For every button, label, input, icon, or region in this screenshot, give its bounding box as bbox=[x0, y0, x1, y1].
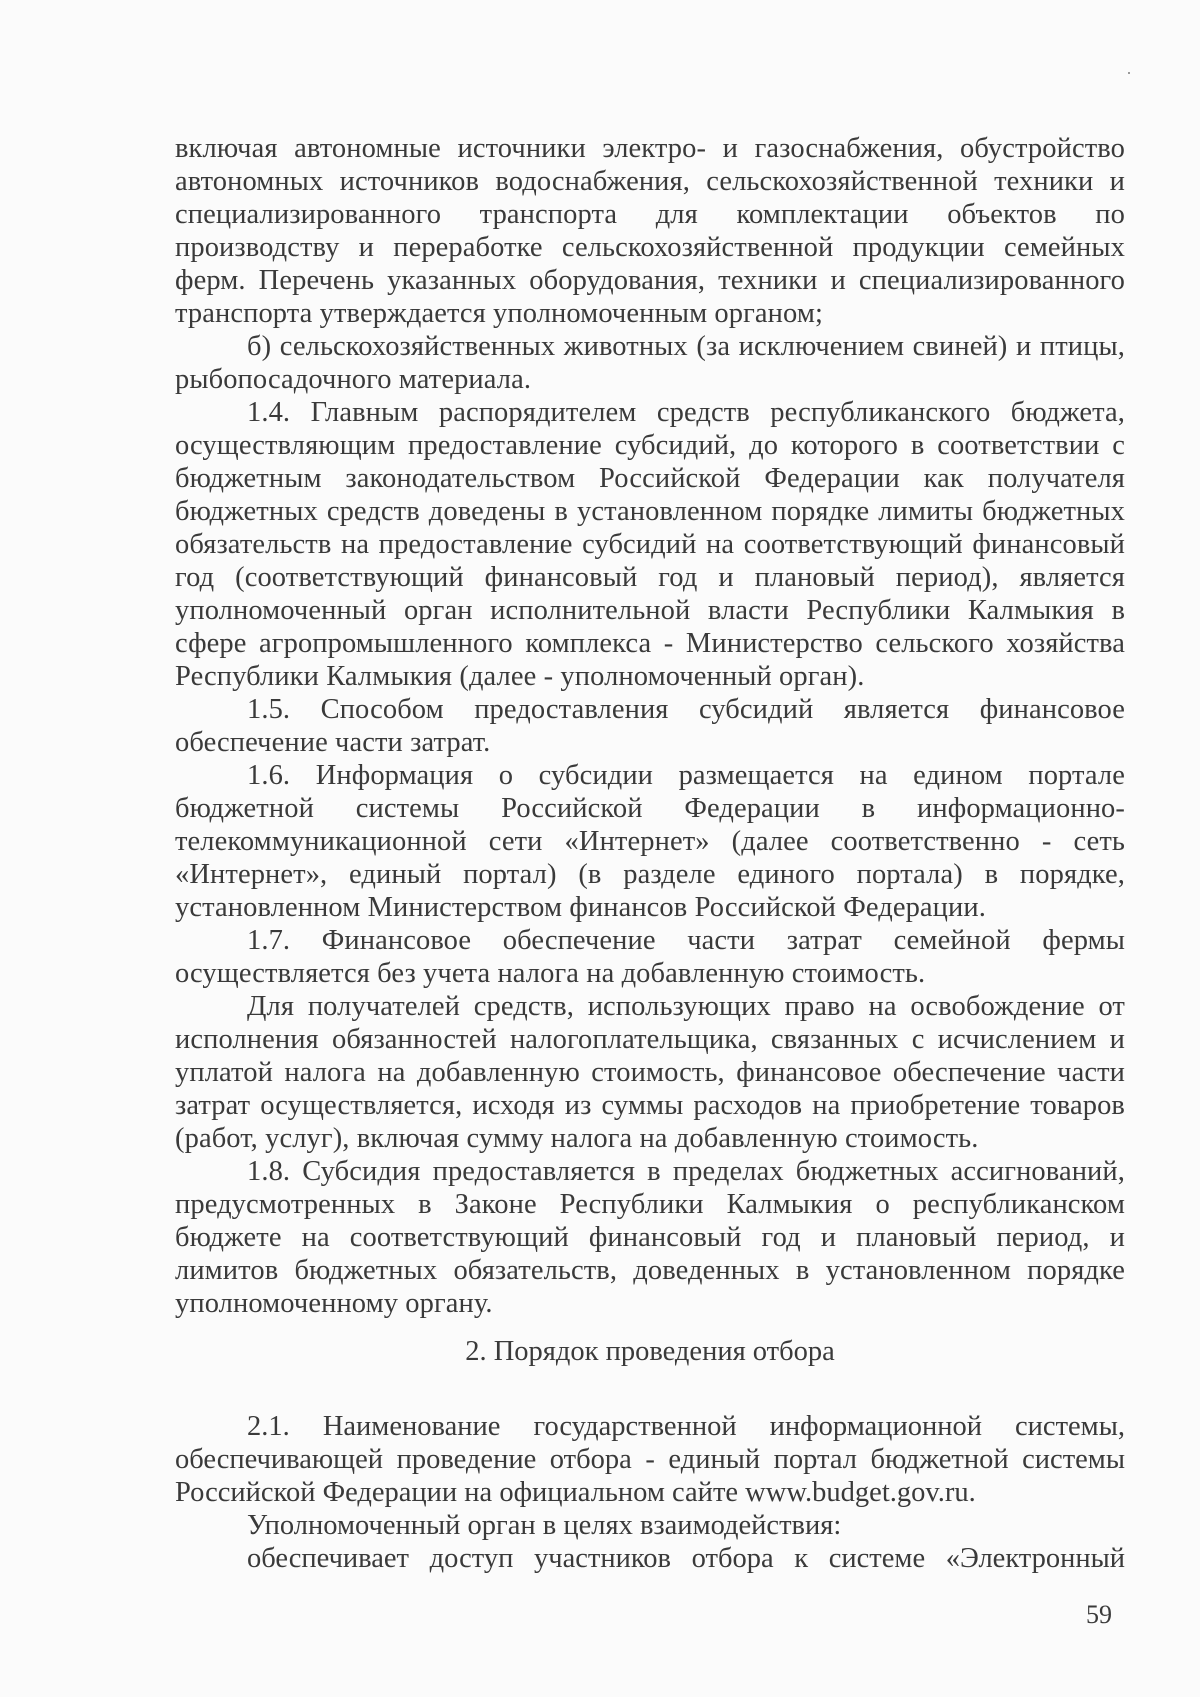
paragraph-1-8: 1.8. Субсидия предоставляется в пределах бюджетных ассигнований, предусмотренных в Законе Республики Калмыкия о республиканском бюджете на соответствующий финансовый год и плановый период, и лимитов бюджетных обязательств, доведенных в установленном порядке уполномоченному органу. bbox=[175, 1156, 1125, 1319]
document-body bbox=[175, 132, 1125, 1320]
paragraph-1-4: 1.4. Главным распорядителем средств республиканского бюджета, осуществляющим предоставление субсидий, до которого в соответствии с бюджетным законодательством Российской Федерации как получателя бюджетных средств доведены в установленном порядке лимиты бюджетных обязательств на предоставление субсидий на соответствующий финансовый год (соответствующий финансовый год и плановый период), является уполномоченный орган исполнительной власти Республики Калмыкия в сфере агропромышленного комплекса - Министерство сельского хозяйства Республики Калмыкия (далее - уполномоченный орган). bbox=[175, 397, 1125, 692]
paragraph-2-1: 2.1. Наименование государственной информационной системы, обеспечивающей проведение отбора - единый портал бюджетной системы Российской Федерации на официальном сайте www.budget.gov.ru. bbox=[175, 1411, 1125, 1508]
paragraph-1-6: 1.6. Информация о субсидии размещается на едином портале бюджетной системы Российской Федерации в информационно-телекоммуникационной сети «Интернет» (далее соответственно - сеть «Интернет», единый портал) (в разделе единого портала) в порядке, установленном Министерством финансов Российской Федерации. bbox=[175, 760, 1125, 923]
scan-speck bbox=[1128, 72, 1130, 74]
section-heading: 2. Порядок проведения отбора bbox=[465, 1336, 835, 1367]
paragraph-equipment-list: включая автономные источники электро- и газоснабжения, обустройство автономных источников водоснабжения, сельскохозяйственной техники и специализированного транспорта для комплектации объектов по производству и переработке сельскохозяйственной продукции семейных ферм. Перечень указанных оборудования, техники и специализированного транспорта утверждается уполномоченным органом; bbox=[175, 133, 1125, 329]
paragraph-1-5: 1.5. Способом предоставления субсидий является финансовое обеспечение части затрат. bbox=[175, 694, 1125, 758]
paragraph-1-7: 1.7. Финансовое обеспечение части затрат семейной фермы осуществляется без учета налога на добавленную стоимость. bbox=[175, 925, 1125, 989]
paragraph-authorized-body: Уполномоченный орган в целях взаимодействия: bbox=[247, 1510, 842, 1541]
paragraph-access-provision: обеспечивает доступ участников отбора к системе «Электронный bbox=[247, 1543, 1125, 1574]
page-number: 59 bbox=[1086, 1600, 1112, 1629]
paragraph-vat-exemption: Для получателей средств, использующих право на освобождение от исполнения обязанностей налогоплательщика, связанных с исчислением и уплатой налога на добавленную стоимость, финансовое обеспечение части затрат осуществляется, исходя из суммы расходов на приобретение товаров (работ, услуг), включая сумму налога на добавленную стоимость. bbox=[175, 991, 1125, 1154]
paragraph-item-b: б) сельскохозяйственных животных (за исключением свиней) и птицы, рыбопосадочного материала. bbox=[175, 331, 1125, 395]
section-body bbox=[175, 1410, 1125, 1575]
